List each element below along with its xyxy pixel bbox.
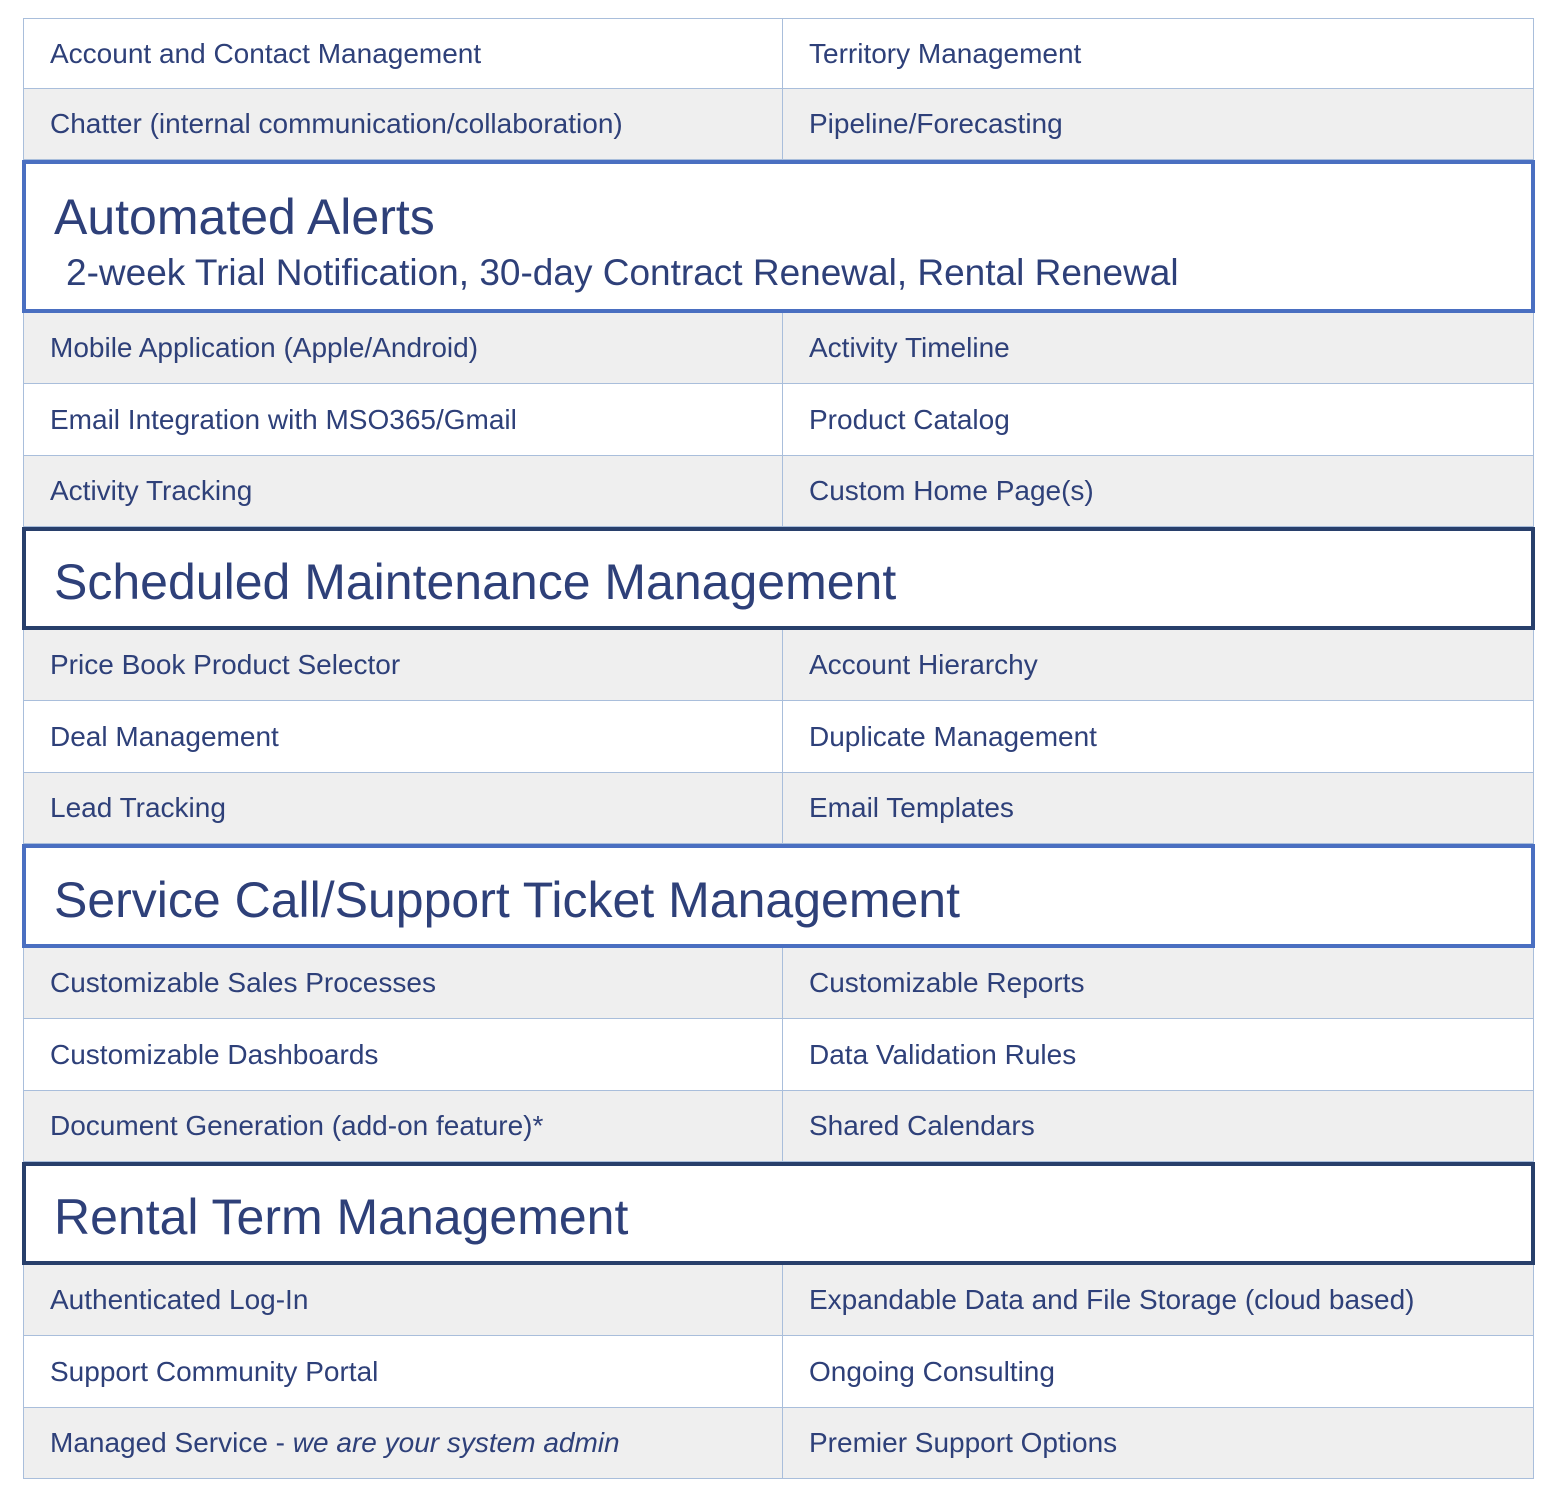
feature-cell: Premier Support Options <box>809 1427 1118 1458</box>
table-row <box>23 89 1534 160</box>
feature-cell: Customizable Reports <box>809 967 1085 998</box>
feature-cell: Activity Timeline <box>809 332 1010 363</box>
feature-emphasis: we are your system admin <box>292 1427 620 1458</box>
feature-cell: Chatter (internal communication/collaboration) <box>24 89 783 159</box>
feature-cell: Account Hierarchy <box>809 649 1038 680</box>
feature-cell: Duplicate Management <box>809 720 1097 752</box>
feature-cell: Custom Home Page(s) <box>809 475 1094 506</box>
feature-cell: Product Catalog <box>809 403 1010 435</box>
feature-cell: Deal Management <box>24 701 783 772</box>
feature-cell: Ongoing Consulting <box>809 1355 1055 1387</box>
table-row <box>23 384 1534 456</box>
table-row <box>23 1336 1534 1408</box>
section-subtitle: 2-week Trial Notification, 30-day Contract Renewal, Rental Renewal <box>66 252 1179 293</box>
table-row <box>23 1408 1534 1479</box>
table-row <box>23 630 1534 701</box>
feature-cell: Email Integration with MSO365/Gmail <box>24 384 783 455</box>
table-row <box>23 773 1534 844</box>
feature-cell: Data Validation Rules <box>809 1038 1077 1070</box>
feature-text: Managed Service - <box>50 1427 293 1458</box>
feature-table <box>23 18 1534 1479</box>
section-title: Rental Term Management <box>54 1189 629 1245</box>
feature-cell: Authenticated Log-In <box>24 1265 783 1335</box>
feature-cell: Support Community Portal <box>24 1336 783 1407</box>
feature-cell: Customizable Dashboards <box>24 1019 783 1090</box>
section-banner-rental-term <box>22 1162 1535 1265</box>
table-row <box>23 18 1534 89</box>
section-title: Service Call/Support Ticket Management <box>54 872 960 928</box>
feature-cell: Shared Calendars <box>809 1110 1035 1141</box>
feature-cell: Pipeline/Forecasting <box>809 108 1063 139</box>
feature-cell <box>24 1408 783 1478</box>
feature-cell: Mobile Application (Apple/Android) <box>24 313 783 383</box>
feature-cell: Activity Tracking <box>24 456 783 526</box>
section-banner-scheduled-maintenance <box>22 527 1535 630</box>
section-title: Scheduled Maintenance Management <box>54 554 897 610</box>
feature-cell: Price Book Product Selector <box>24 630 783 700</box>
table-row <box>23 313 1534 384</box>
feature-cell: Lead Tracking <box>24 773 783 843</box>
table-row <box>23 456 1534 527</box>
feature-cell: Account and Contact Management <box>24 19 783 88</box>
feature-cell: Document Generation (add-on feature)* <box>24 1091 783 1161</box>
section-title: Automated Alerts <box>54 189 435 245</box>
table-row <box>23 701 1534 773</box>
feature-cell: Customizable Sales Processes <box>24 948 783 1018</box>
section-banner-service-call <box>22 844 1535 948</box>
table-row <box>23 1091 1534 1162</box>
table-row <box>23 1019 1534 1091</box>
feature-cell: Expandable Data and File Storage (cloud based) <box>809 1284 1415 1315</box>
feature-cell: Email Templates <box>809 792 1014 823</box>
table-row <box>23 1265 1534 1336</box>
section-banner-automated-alerts <box>22 160 1535 313</box>
feature-cell: Territory Management <box>809 37 1082 69</box>
table-row <box>23 948 1534 1019</box>
